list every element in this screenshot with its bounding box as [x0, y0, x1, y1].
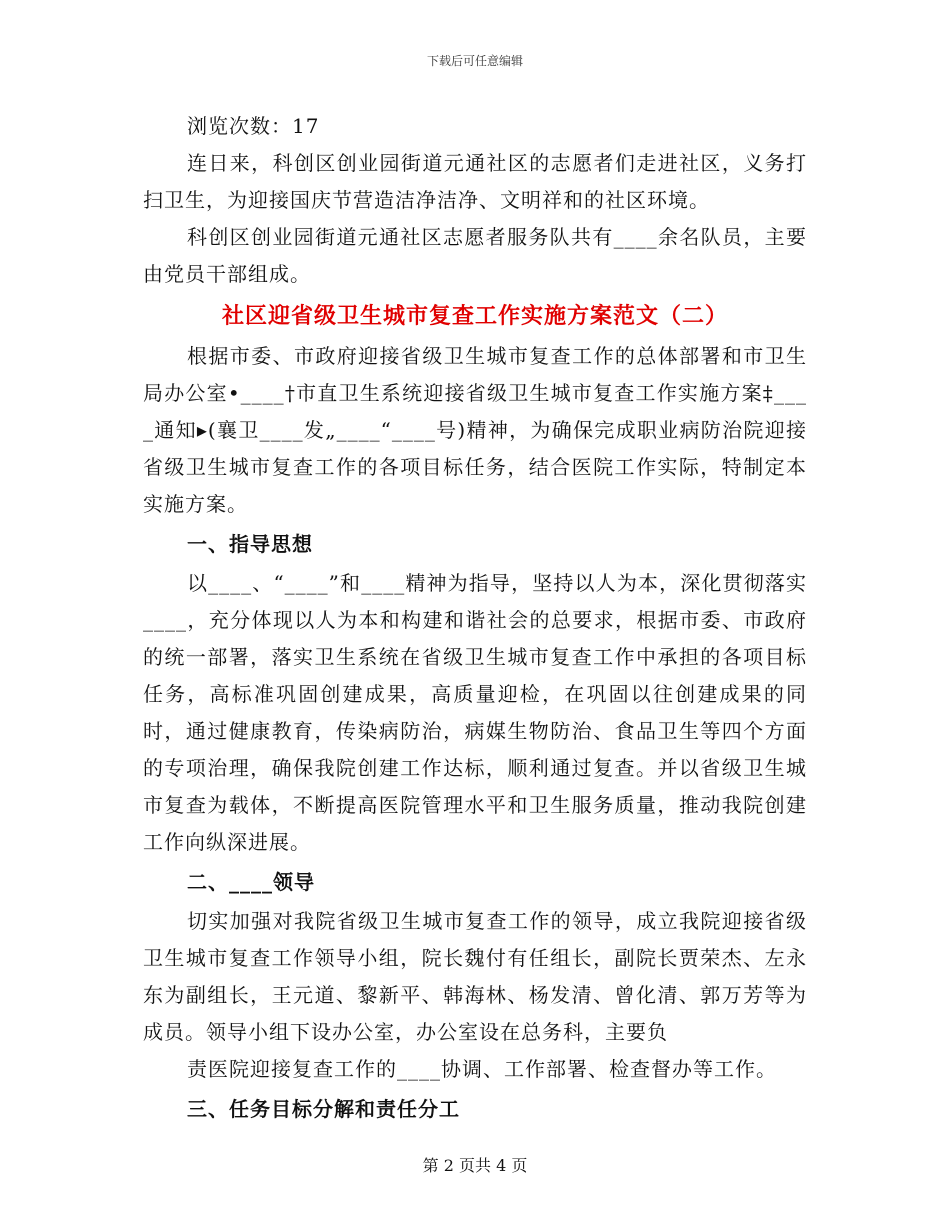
heading-leadership: 二、____领导 — [187, 870, 315, 894]
paragraph-2: 科创区创业园街道元通社区志愿者服务队共有____余名队员，主要由党员干部组成。 — [143, 225, 807, 286]
heading-guiding-ideology: 一、指导思想 — [187, 532, 313, 556]
page-header: 下载后可任意编辑 — [426, 54, 523, 68]
paragraph-6: 责医院迎接复查工作的____协调、工作部署、检查督办等工作。 — [187, 1057, 777, 1081]
section-title: 社区迎省级卫生城市复查工作实施方案范文（二） — [221, 303, 728, 329]
paragraph-1: 连日来，科创区创业园街道元通社区的志愿者们走进社区，义务打扫卫生，为迎接国庆节营造洁净洁净、文明祥和的社区环境。 — [143, 151, 807, 212]
document-body — [143, 108, 807, 1130]
paragraph-3: 根据市委、市政府迎接省级卫生城市复查工作的总体部署和市卫生局办公室•____†市直卫生系统迎接省级卫生城市复查工作实施方案‡____通知▸(襄卫____发„____“____号)精神，为确保完成职业病防治院迎接省级卫生城市复查工作的各项目标任务，结合医院工作实际，特制定本实施方案。 — [143, 344, 807, 516]
paragraph-5: 切实加强对我院省级卫生城市复查工作的领导，成立我院迎接省级卫生城市复查工作领导小组，院长魏付有任组长，副院长贾荣杰、左永东为副组长，王元道、黎新平、韩海林、杨发清、曾化清、郭万芳等为成员。领导小组下设办公室，办公室设在总务科，主要负 — [143, 909, 807, 1044]
paragraph-4: 以____、“____”和____精神为指导，坚持以人为本，深化贯彻落实____，充分体现以人为本和构建和谐社会的总要求，根据市委、市政府的统一部署，落实卫生系统在省级卫生城市复查工作中承担的各项目标任务，高标准巩固创建成果，高质量迎检，在巩固以往创建成果的同时，通过健康教育，传染病防治，病媒生物防治、食品卫生等四个方面的专项治理，确保我院创建工作达标，顺利通过复查。并以省级卫生城市复查为载体，不断提高医院管理水平和卫生服务质量，推动我院创建工作向纵深进展。 — [143, 571, 807, 854]
view-count: 浏览次数：17 — [187, 114, 320, 138]
page-footer: 第 2 页共 4 页 — [422, 1156, 528, 1175]
heading-task-breakdown: 三、任务目标分解和责任分工 — [187, 1097, 460, 1121]
